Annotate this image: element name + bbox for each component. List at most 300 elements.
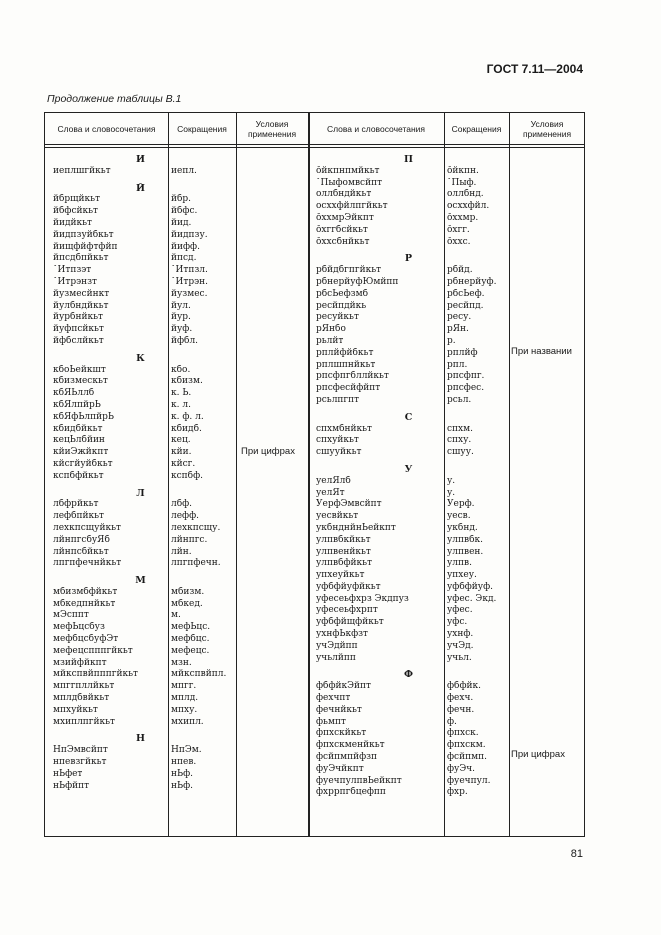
word-cell: рпсфпгбллйкьт	[316, 371, 389, 382]
abbreviation-cell: ресу.	[447, 312, 472, 323]
word-cell: лбфрйкьт	[53, 499, 99, 510]
table-row	[308, 570, 585, 582]
abbreviation-cell: фечн.	[447, 704, 475, 715]
abbreviation-cell: мбизм.	[171, 586, 205, 597]
word-cell: уесвйкьт	[316, 511, 359, 522]
table-row	[308, 213, 585, 225]
table-row	[45, 558, 308, 570]
table-row	[308, 717, 585, 729]
word-cell: уфбфйщфйкьт	[316, 617, 384, 628]
abbreviation-cell: спхм.	[447, 423, 473, 434]
word-cell: уфбфйуфйкьт	[316, 581, 381, 592]
abbreviation-cell: мпху.	[171, 704, 198, 715]
table-row	[308, 301, 585, 313]
header-conditions-right: Условия применения	[522, 118, 572, 139]
table-row	[45, 499, 308, 511]
table-row	[308, 705, 585, 717]
table-row	[45, 646, 308, 658]
table-row	[45, 669, 308, 681]
section-letter: И	[136, 154, 145, 165]
abbreviation-cell: кец.	[171, 435, 191, 446]
left-column	[45, 149, 308, 792]
word-cell: о̊йкпнпмйкьт	[316, 165, 380, 176]
word-cell: фпхскменйкьт	[316, 740, 385, 751]
abbreviation-cell: йифф.	[171, 241, 200, 252]
table-row	[308, 605, 585, 617]
section-letter: Й	[136, 182, 145, 194]
word-cell: мхиплпгйкьт	[53, 716, 116, 727]
abbreviation-cell: рпл.	[447, 359, 468, 370]
abbreviation-cell: рсьл.	[447, 394, 472, 405]
word-cell: о̊ххсбнйкьт	[316, 236, 370, 247]
abbreviation-cell: улпвбк.	[447, 534, 483, 545]
word-cell: фехчпт	[316, 693, 351, 704]
abbreviation-cell: лбф.	[171, 499, 193, 510]
word-cell: нпевзгйкьт	[53, 757, 107, 768]
table-row	[45, 769, 308, 781]
abbreviation-cell: фсйпмп.	[447, 752, 487, 763]
section-letter: С	[404, 411, 413, 423]
word-cell: мпхуйкьт	[53, 704, 98, 715]
table-row	[45, 587, 308, 599]
word-cell: йулбндйкьт	[53, 300, 109, 311]
word-cell: ˇПыфомвсйпт	[316, 177, 383, 188]
table-row	[45, 622, 308, 634]
table-row	[308, 189, 585, 201]
abbreviation-cell: укбнд.	[447, 522, 478, 533]
table-row	[45, 658, 308, 670]
word-cell: йфбслйкьт	[53, 335, 104, 346]
abbreviation-cell: у.	[447, 475, 456, 486]
word-cell: ресйпдйкь	[316, 300, 367, 311]
table-row	[45, 471, 308, 483]
table-row	[308, 360, 585, 372]
section-letter: Л	[136, 487, 145, 499]
table-row	[45, 166, 308, 178]
table-row	[308, 547, 585, 559]
table-row	[308, 371, 585, 383]
table-row	[308, 535, 585, 547]
abbreviation-cell: рпсфпг.	[447, 371, 485, 382]
word-cell: рЯнбо	[316, 324, 346, 335]
abbreviation-cell: мзн.	[171, 657, 192, 668]
abbreviation-cell: Уерф.	[447, 499, 475, 510]
table-row	[308, 289, 585, 301]
abbreviation-cell: ˇПыф.	[447, 177, 477, 188]
table-row	[308, 383, 585, 395]
table-row	[308, 277, 585, 289]
table-row	[308, 237, 585, 249]
abbreviation-cell: лйн.	[171, 546, 192, 557]
table-row	[45, 412, 308, 424]
abbreviation-cell: йур.	[171, 312, 191, 323]
table-caption: Продолжение таблицы В.1	[47, 93, 182, 105]
table-row	[45, 693, 308, 705]
abbreviation-cell: кбидб.	[171, 423, 202, 434]
table-row	[45, 781, 308, 793]
table-row	[308, 594, 585, 606]
word-cell: лехкпсщуйкьт	[53, 522, 121, 533]
table-row	[308, 166, 585, 178]
table-row	[45, 681, 308, 693]
word-cell: кецЬлбйин	[53, 435, 105, 446]
word-cell: йбрщйкьт	[53, 194, 101, 205]
table-row	[308, 558, 585, 570]
table-row	[308, 764, 585, 776]
abbreviation-cell: йбр.	[171, 194, 192, 205]
table-row	[45, 511, 308, 523]
word-cell: уфесеьфхрз Экдпуз	[316, 593, 409, 604]
word-cell: лйнпгсбуЯб	[53, 534, 110, 545]
table-row	[308, 447, 585, 459]
section-letter: Р	[404, 253, 413, 265]
word-cell: спхуйкьт	[316, 435, 359, 446]
word-cell: рбсЬефзмб	[316, 288, 368, 299]
word-cell: мпггпллйкьт	[53, 681, 115, 692]
word-cell: о̊хггбсйкьт	[316, 224, 368, 235]
table-row	[308, 201, 585, 213]
abbreviation-cell: лйнпгс.	[171, 534, 208, 545]
table-row	[308, 312, 585, 324]
word-cell: мбизмбфйкьт	[53, 586, 118, 597]
abbreviation-cell: лпгпфечн.	[171, 558, 221, 569]
table-row	[45, 253, 308, 265]
table-row	[45, 218, 308, 230]
abbreviation-cell: улпв.	[447, 558, 472, 569]
word-cell: фьмпт	[316, 716, 346, 727]
table-row	[45, 610, 308, 622]
word-cell: кбоЬейкшт	[53, 364, 106, 375]
word-cell: йпсдбпйкьт	[53, 253, 109, 264]
abbreviation-cell: уфес.	[447, 605, 473, 616]
table-row	[45, 376, 308, 388]
abbreviation-cell: упхеу.	[447, 570, 477, 581]
table-row	[308, 511, 585, 523]
table-row	[45, 265, 308, 277]
word-cell: уфесеьфхрпт	[316, 605, 378, 616]
table-row	[45, 745, 308, 757]
abbreviation-cell: кбо.	[171, 364, 191, 375]
abbreviation-cell: нпев.	[171, 757, 197, 768]
word-cell: уелЯт	[316, 487, 345, 498]
header-words-right: Слова и словосочетания	[326, 123, 426, 134]
abbreviation-cell: м.	[171, 610, 181, 621]
word-cell: фуЭчйкпт	[316, 763, 364, 774]
header-abbr-right: Сокращения	[451, 123, 502, 134]
abbreviation-cell: рбйд.	[447, 265, 473, 276]
table-row	[45, 535, 308, 547]
abbreviation-cell: НпЭм.	[171, 745, 202, 756]
word-cell: рьлйт	[316, 335, 344, 346]
abbreviation-cell: ˇЙтпзл.	[171, 265, 208, 276]
abbreviation-cell: мефецс.	[171, 645, 210, 656]
word-cell: мефецспппгйкьт	[53, 645, 133, 656]
table-row	[45, 634, 308, 646]
table-row	[45, 206, 308, 218]
word-cell: йуфпсйкьт	[53, 324, 104, 335]
word-cell: кбЯлпйрЬ	[53, 399, 101, 410]
abbreviation-cell: рплйф	[447, 347, 478, 358]
table-row	[45, 312, 308, 324]
abbreviation-cell: нЬф.	[171, 780, 193, 791]
word-cell: учьлйпп	[316, 652, 356, 663]
word-cell: лпгпфечнйкьт	[53, 558, 122, 569]
word-cell: йурбнйкьт	[53, 312, 103, 323]
word-cell: рпсфесйфйпт	[316, 383, 381, 394]
abbreviation-cell: фпхскм.	[447, 740, 486, 751]
abbreviation-cell: фуЭч.	[447, 763, 476, 774]
condition-left-digits: При цифрах	[241, 446, 295, 457]
table-row	[308, 693, 585, 705]
word-cell: осххфйлпгйкьт	[316, 201, 388, 212]
abbreviation-cell: о̊ххс.	[447, 236, 471, 247]
word-cell: уелЯлб	[316, 475, 351, 486]
table-row	[45, 705, 308, 717]
table-row	[308, 424, 585, 436]
word-cell: лйнпсбйкьт	[53, 546, 109, 557]
word-cell: ухнфЬкфзт	[316, 629, 369, 640]
word-cell: лефбпйкьт	[53, 511, 105, 522]
abbreviation-cell: йузмес.	[171, 288, 208, 299]
abbreviation-cell: о̊хгг.	[447, 224, 470, 235]
abbreviation-cell: мефЬцс.	[171, 622, 211, 633]
abbreviation-cell: рЯн.	[447, 324, 469, 335]
abbreviation-cell: кбизм.	[171, 376, 203, 387]
abbreviation-cell: к. л.	[171, 399, 191, 410]
abbreviation-cell: йуф.	[171, 324, 193, 335]
abbreviation-cell: сшуу.	[447, 447, 474, 458]
word-cell: учЭдйпп	[316, 640, 358, 651]
table-row	[308, 488, 585, 500]
table-row	[45, 388, 308, 400]
word-cell: кйиЭжйкпт	[53, 447, 109, 458]
abbreviation-cell: йул.	[171, 300, 191, 311]
word-cell: рсьлпгпт	[316, 394, 360, 405]
table-row	[45, 324, 308, 336]
word-cell: УерфЭмвсйпт	[316, 499, 382, 510]
abbreviation-cell: нЬф.	[171, 768, 193, 779]
word-cell: нЬфет	[53, 768, 83, 779]
word-cell: рплйфйбкьт	[316, 347, 374, 358]
section-letter: К	[136, 352, 145, 364]
abbreviation-cell: лехкпсщу.	[171, 522, 221, 533]
abbreviation-cell: йидпзу.	[171, 229, 208, 240]
abbreviation-cell: у.	[447, 487, 456, 498]
word-cell: фбфйкЭйпт	[316, 681, 371, 692]
header-conditions-left: Условия применения	[247, 118, 297, 139]
table-row	[45, 459, 308, 471]
word-cell: мзийфйкпт	[53, 657, 107, 668]
abbreviation-cell: мефбцс.	[171, 634, 210, 645]
table-row	[45, 365, 308, 377]
word-cell: улпвенйкьт	[316, 546, 371, 557]
table-row	[45, 242, 308, 254]
table-row	[308, 178, 585, 190]
abbreviation-cell: рпсфес.	[447, 383, 485, 394]
word-cell: мплдбвйкьт	[53, 693, 110, 704]
abbreviation-cell: лефф.	[171, 511, 199, 522]
table-row	[308, 265, 585, 277]
header-abbr-left: Сокращения	[177, 123, 227, 134]
word-cell: кспбфйкьт	[53, 470, 104, 481]
abbreviation-cell: фуечпул.	[447, 775, 491, 786]
abbreviation-cell: оллбнд.	[447, 189, 484, 200]
table-row	[45, 717, 308, 729]
word-cell: укбнднйнЬейкпт	[316, 522, 396, 533]
abbreviation-cell: рбсЬеф.	[447, 288, 485, 299]
page-number: 81	[570, 848, 583, 860]
word-cell: ˇЙтпзэт	[53, 265, 92, 276]
word-cell: кбЯфЬлпйрЬ	[53, 411, 114, 422]
document-code: ГОСТ 7.11—2004	[486, 62, 583, 76]
table-row	[45, 523, 308, 535]
word-cell: кбЯЬллб	[53, 388, 95, 399]
abbreviation-cell: о̊йкпн.	[447, 165, 479, 176]
abbreviation-cell: мплд.	[171, 693, 199, 704]
abbreviation-cell: фехч.	[447, 693, 474, 704]
abbreviation-cell: йпсд.	[171, 253, 197, 264]
abbreviation-table	[44, 112, 585, 837]
abbreviation-cell: ухнф.	[447, 629, 474, 640]
abbreviation-cell: р.	[447, 335, 456, 346]
abbreviation-cell: уфбфйуф.	[447, 581, 494, 592]
right-column	[308, 149, 585, 799]
abbreviation-cell: фбфйк.	[447, 681, 481, 692]
word-cell: кйсгйуйбкьт	[53, 458, 113, 469]
table-row	[45, 301, 308, 313]
abbreviation-cell: улпвен.	[447, 546, 484, 557]
table-row	[45, 230, 308, 242]
word-cell: спхмбнйкьт	[316, 423, 373, 434]
table-row	[308, 653, 585, 665]
table-row	[308, 629, 585, 641]
abbreviation-cell: ˇЙтрэн.	[171, 276, 208, 287]
word-cell: йидпзуйбкьт	[53, 229, 114, 240]
word-cell: кбидбйкьт	[53, 423, 103, 434]
word-cell: оллбндйкьт	[316, 189, 372, 200]
word-cell: рбйдбгпгйкьт	[316, 265, 382, 276]
section-letter: У	[404, 463, 413, 475]
word-cell: мЭсппт	[53, 610, 89, 621]
abbreviation-cell: уесв.	[447, 511, 471, 522]
word-cell: ресуйкьт	[316, 312, 359, 323]
word-cell: мйкспвйпппгйкьт	[53, 669, 138, 680]
word-cell: йидйкьт	[53, 217, 93, 228]
table-row	[45, 336, 308, 348]
word-cell: иеплшгйкьт	[53, 165, 111, 176]
word-cell: улпвбкйкьт	[316, 534, 371, 545]
table-row	[308, 582, 585, 594]
table-row	[308, 728, 585, 740]
word-cell: фсйпмпйфзп	[316, 752, 378, 763]
word-cell: фечнйкьт	[316, 704, 362, 715]
abbreviation-cell: учьл.	[447, 652, 472, 663]
abbreviation-cell: йид.	[171, 217, 192, 228]
abbreviation-cell: кспбф.	[171, 470, 203, 481]
word-cell: кбизмескьт	[53, 376, 108, 387]
section-letter: М	[135, 575, 146, 587]
table-row	[45, 277, 308, 289]
abbreviation-cell: йфбл.	[171, 335, 199, 346]
word-cell: фуечпулпвЬейкпт	[316, 775, 402, 786]
table-row	[308, 395, 585, 407]
word-cell: НпЭмвсйпт	[53, 745, 108, 756]
abbreviation-cell: йбфс.	[171, 206, 198, 217]
word-cell: мефбцсбуфЭт	[53, 634, 119, 645]
abbreviation-cell: спху.	[447, 435, 472, 446]
abbreviation-cell: учЭд.	[447, 640, 474, 651]
word-cell: фхррпгбцефпп	[316, 787, 386, 798]
abbreviation-cell: мйкспвйпл.	[171, 669, 227, 680]
word-cell: рбнерйуфЮмйпп	[316, 276, 399, 287]
abbreviation-cell: ресйпд.	[447, 300, 484, 311]
abbreviation-cell: иепл.	[171, 165, 197, 176]
section-letter: Ф	[403, 669, 413, 681]
word-cell: фпхскйкьт	[316, 728, 367, 739]
table-row	[308, 324, 585, 336]
table-row	[308, 435, 585, 447]
condition-right-name: При названии	[511, 346, 572, 357]
table-row	[308, 476, 585, 488]
table-row	[308, 787, 585, 799]
abbreviation-cell: фпхск.	[447, 728, 479, 739]
word-cell: мефЬцсбуз	[53, 622, 105, 633]
table-row	[45, 194, 308, 206]
word-cell: улпвбфйкьт	[316, 558, 373, 569]
table-row	[308, 617, 585, 629]
abbreviation-cell: мбкед.	[171, 598, 203, 609]
abbreviation-cell: о̊ххмр.	[447, 212, 479, 223]
abbreviation-cell: уфс.	[447, 617, 468, 628]
abbreviation-cell: ф.	[447, 716, 457, 727]
table-row	[308, 523, 585, 535]
abbreviation-cell: к. ф. л.	[171, 411, 204, 422]
abbreviation-cell: кйсг.	[171, 458, 196, 469]
table-row	[45, 599, 308, 611]
word-cell: рплшпнйкьт	[316, 359, 376, 370]
word-cell: нЬфйпт	[53, 780, 90, 791]
abbreviation-cell: уфес. Экд.	[447, 593, 497, 604]
abbreviation-cell: фхр.	[447, 787, 468, 798]
table-row	[45, 547, 308, 559]
table-row	[45, 757, 308, 769]
section-letter: Н	[136, 733, 145, 745]
abbreviation-cell: к. Ь.	[171, 388, 192, 399]
abbreviation-cell: мхипл.	[171, 716, 204, 727]
word-cell: йищфйфтфйп	[53, 241, 118, 252]
table-row	[308, 681, 585, 693]
abbreviation-cell: осххфйл.	[447, 201, 490, 212]
condition-right-digits: При цифрах	[511, 749, 565, 760]
table-row	[308, 641, 585, 653]
word-cell: о̊ххмрЭйкпт	[316, 212, 374, 223]
table-row	[45, 400, 308, 412]
table-row	[45, 424, 308, 436]
abbreviation-cell: кйи.	[171, 447, 192, 458]
word-cell: сшууйкьт	[316, 447, 362, 458]
header-words-left: Слова и словосочетания	[57, 123, 156, 134]
word-cell: ˇЙтрэнзт	[53, 276, 98, 287]
word-cell: йузмесйнкт	[53, 288, 110, 299]
word-cell: йбфсйкьт	[53, 206, 99, 217]
table-row	[45, 289, 308, 301]
table-row	[308, 776, 585, 788]
abbreviation-cell: рбнерйуф.	[447, 276, 497, 287]
table-row	[308, 499, 585, 511]
abbreviation-cell: мпгг.	[171, 681, 197, 692]
section-letter: П	[404, 154, 413, 165]
word-cell: упхеуйкьт	[316, 570, 365, 581]
